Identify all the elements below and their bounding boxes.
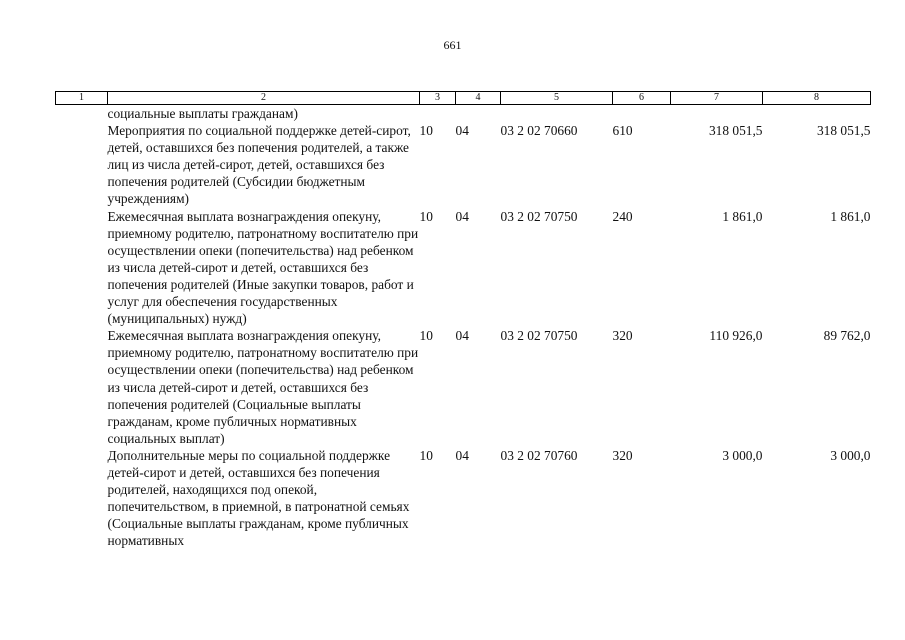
row-target-article: 03 2 02 70660	[500, 123, 578, 139]
column-header-5: 5	[501, 92, 613, 105]
table-row	[56, 447, 871, 550]
column-header-3: 3	[420, 92, 456, 105]
row-amount-2: 318 051,5	[816, 123, 871, 139]
column-header-4: 4	[456, 92, 501, 105]
row-target-article: 03 2 02 70750	[500, 208, 578, 224]
table-row	[56, 122, 871, 207]
column-header-8: 8	[763, 92, 871, 105]
column-header-2: 2	[108, 92, 420, 105]
row-section: 10	[419, 123, 433, 139]
row-section: 10	[419, 208, 433, 224]
row-expense-type: 320	[612, 447, 633, 463]
row-amount-2: 3 000,0	[830, 447, 871, 463]
row-expense-type: 320	[612, 328, 633, 344]
row-description: Дополнительные меры по социальной поддержке детей-сирот и детей, оставшихся без попечения родителей, находящихся под опекой, попечительством, в приемной, в патронатной семьях (Социальные выплаты гражданам, кроме публичных нормативных	[107, 447, 410, 549]
continuation-row	[56, 105, 871, 123]
row-description: Мероприятия по социальной поддержке детей-сирот, детей, оставшихся без попечения родителей, а также лиц из числа детей-сирот, детей, оставшихся без попечения родителей (Субсидии бюджетным учреждениям)	[107, 123, 411, 207]
row-amount-1: 1 861,0	[722, 208, 763, 224]
budget-table	[55, 91, 871, 549]
row-target-article: 03 2 02 70750	[500, 328, 578, 344]
row-subsection: 04	[455, 123, 469, 139]
page-number: 661	[443, 38, 462, 52]
row-amount-1: 318 051,5	[708, 123, 763, 139]
row-target-article: 03 2 02 70760	[500, 447, 578, 463]
row-description: Ежемесячная выплата вознаграждения опекуну, приемному родителю, патронатному воспитателю при осуществлении опеки (попечительства) над ребенком из числа детей-сирот и детей, оставшихся без попечения родителей (Социальные выплаты гражданам, кроме публичных нормативных социальных выплат)	[107, 328, 419, 446]
continuation-text: социальные выплаты гражданам)	[107, 106, 298, 121]
column-header-7: 7	[671, 92, 763, 105]
row-subsection: 04	[455, 208, 469, 224]
row-subsection: 04	[455, 447, 469, 463]
row-amount-1: 110 926,0	[709, 328, 763, 344]
table-row	[56, 208, 871, 328]
table-row	[56, 327, 871, 447]
row-amount-1: 3 000,0	[722, 447, 763, 463]
row-description: Ежемесячная выплата вознаграждения опекуну, приемному родителю, патронатному воспитателю при осуществлении опеки (попечительства) над ребенком из числа детей-сирот и детей, оставшихся без попечения родителей (Иные закупки товаров, работ и услуг для обеспечения государственных (муниципальных) нужд)	[107, 208, 419, 327]
row-amount-2: 1 861,0	[830, 208, 871, 224]
column-header-1: 1	[56, 92, 108, 105]
row-section: 10	[419, 447, 433, 463]
row-expense-type: 240	[612, 208, 633, 224]
row-subsection: 04	[455, 328, 469, 344]
table-header-row	[56, 92, 871, 105]
row-expense-type: 610	[612, 123, 633, 139]
row-amount-2: 89 762,0	[823, 328, 871, 344]
column-header-6: 6	[613, 92, 671, 105]
row-section: 10	[419, 328, 433, 344]
